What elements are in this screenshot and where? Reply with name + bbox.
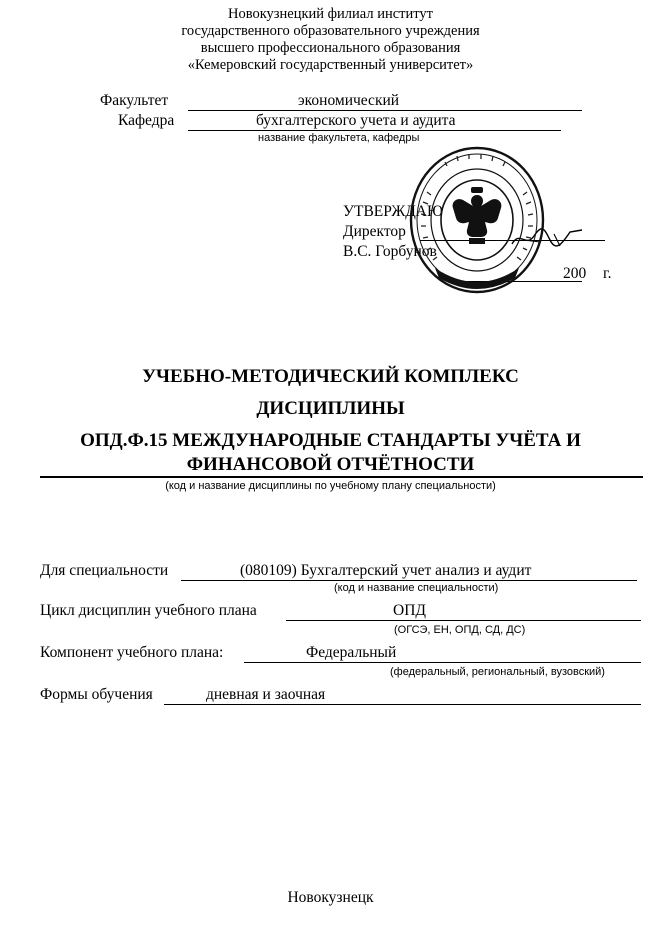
faculty-label: Факультет	[100, 92, 169, 109]
title-underline	[40, 476, 643, 478]
component-value: Федеральный	[306, 644, 397, 661]
specialty-underline	[181, 580, 637, 581]
faculty-underline	[188, 110, 582, 111]
approval-year: 200	[563, 265, 587, 282]
specialty-caption: (код и название специальности)	[334, 582, 499, 594]
header-line-2: государственного образовательного учреждения	[181, 23, 480, 39]
header-line-4: «Кемеровский государственный университет»	[187, 57, 474, 73]
cycle-value: ОПД	[393, 602, 426, 619]
faculty-caption: название факультета, кафедры	[258, 132, 420, 144]
official-seal-icon	[405, 140, 550, 300]
component-label: Компонент учебного плана:	[40, 644, 224, 661]
title-line-4: ФИНАНСОВОЙ ОТЧЁТНОСТИ	[186, 454, 475, 475]
cycle-underline	[286, 620, 641, 621]
department-label: Кафедра	[118, 112, 175, 129]
header-line-3: высшего профессионального образования	[200, 40, 461, 56]
footer-city: Новокузнецк	[287, 889, 374, 906]
component-underline	[244, 662, 641, 663]
title-line-3: ОПД.Ф.15 МЕЖДУНАРОДНЫЕ СТАНДАРТЫ УЧЁТА И	[80, 430, 581, 451]
title-line-2: ДИСЦИПЛИНЫ	[256, 398, 405, 419]
approval-director: Директор	[343, 223, 406, 240]
department-value: бухгалтерского учета и аудита	[256, 112, 456, 129]
header-line-1: Новокузнецкий филиал институт	[227, 6, 434, 22]
cycle-label: Цикл дисциплин учебного плана	[40, 602, 257, 619]
title-caption: (код и название дисциплины по учебному плану специальности)	[165, 480, 496, 492]
faculty-value: экономический	[298, 92, 400, 109]
forms-value: дневная и заочная	[206, 686, 326, 703]
approval-year-unit: г.	[603, 265, 612, 282]
forms-underline	[164, 704, 641, 705]
component-caption: (федеральный, региональный, вузовский)	[390, 666, 605, 678]
approval-name: В.С. Горбунов	[343, 243, 437, 260]
specialty-value: (080109) Бухгалтерский учет анализ и аудит	[240, 562, 532, 579]
approval-word: УТВЕРЖДАЮ	[343, 203, 443, 220]
cycle-caption: (ОГСЭ, ЕН, ОПД, СД, ДС)	[394, 624, 526, 636]
department-underline	[188, 130, 561, 131]
forms-label: Формы обучения	[40, 686, 153, 703]
title-line-1: УЧЕБНО-МЕТОДИЧЕСКИЙ КОМПЛЕКС	[142, 366, 519, 387]
specialty-label: Для специальности	[40, 562, 169, 579]
